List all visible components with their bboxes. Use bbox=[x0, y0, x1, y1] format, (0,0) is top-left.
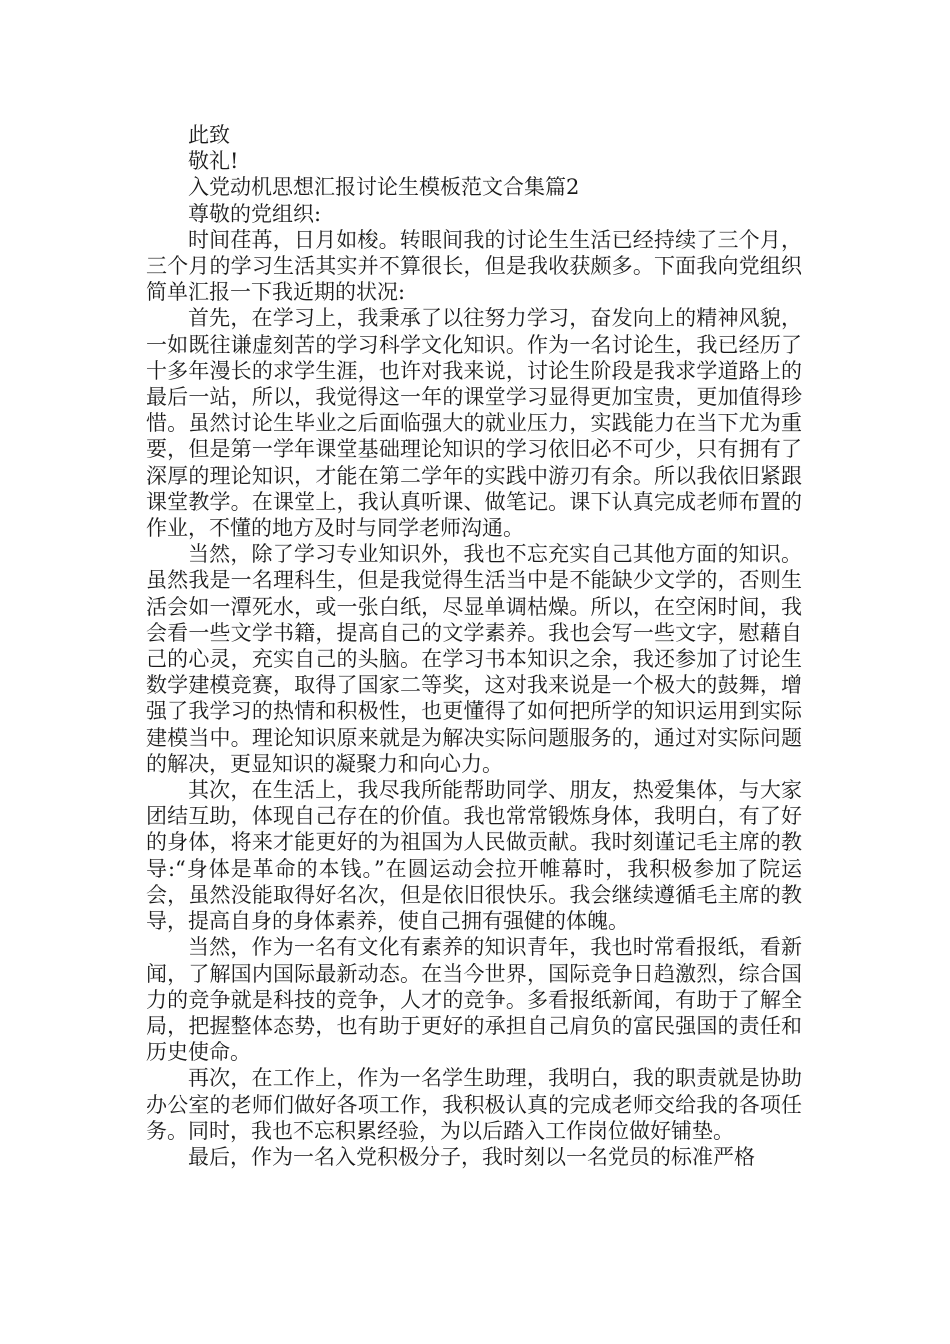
document-body bbox=[146, 122, 802, 1170]
paragraph-news: 当然，作为一名有文化有素养的知识青年，我也时常看报纸，看新闻，了解国内国际最新动态。在当今世界，国际竞争日趋激烈，综合国力的竞争就是科技的竞争，人才的竞争。多看报纸新闻，有助于了解全局，把握整体态势，也有助于更好的承担自己肩负的富民强国的责任和历史使命。 bbox=[146, 935, 802, 1065]
paragraph-intro: 时间荏苒，日月如梭。转眼间我的讨论生生活已经持续了三个月，三个月的学习生活其实并不算很长，但是我收获颇多。下面我向党组织简单汇报一下我近期的状况: bbox=[146, 227, 802, 305]
paragraph-study: 首先，在学习上，我秉承了以往努力学习，奋发向上的精神风貌，一如既往谦虚刻苦的学习科学文化知识。作为一名讨论生，我已经历了十多年漫长的求学生涯，也许对我来说，讨论生阶段是我求学道路上的最后一站，所以，我觉得这一年的课堂学习显得更加宝贵，更加值得珍惜。虽然讨论生毕业之后面临强大的就业压力，实践能力在当下尤为重要，但是第一学年课堂基础理论知识的学习依旧必不可少，只有拥有了深厚的理论知识，才能在第二学年的实践中游刃有余。所以我依旧紧跟课堂教学。在课堂上，我认真听课、做笔记。课下认真完成老师布置的作业，不懂的地方及时与同学老师沟通。 bbox=[146, 306, 802, 541]
paragraph-life: 其次，在生活上，我尽我所能帮助同学、朋友，热爱集体，与大家团结互助，体现自己存在的价值。我也常常锻炼身体，我明白，有了好的身体，将来才能更好的为祖国为人民做贡献。我时刻谨记毛主席的教导:“身体是革命的本钱。”在圆运动会拉开帷幕时，我积极参加了院运会，虽然没能取得好名次，但是依旧很快乐。我会继续遵循毛主席的教导，提高自身的身体素养，使自己拥有强健的体魄。 bbox=[146, 778, 802, 934]
salutation: 尊敬的党组织: bbox=[188, 201, 322, 226]
paragraph-knowledge: 当然，除了学习专业知识外，我也不忘充实自己其他方面的知识。虽然我是一名理科生，但是我觉得生活当中是不能缺少文学的，否则生活会如一潭死水，或一张白纸，尽显单调枯燥。所以，在空闲时间，我会看一些文学书籍，提高自己的文学素养。我也会写一些文字，慰藉自己的心灵，充实自己的头脑。在学习书本知识之余，我还参加了讨论生数学建模竞赛，取得了国家二等奖，这对我来说是一个极大的鼓舞，增强了我学习的热情和积极性，也更懂得了如何把所学的知识运用到实际建模当中。理论知识原来就是为解决实际问题服务的，通过对实际问题的解决，更显知识的凝聚力和向心力。 bbox=[146, 542, 802, 776]
section-title: 入党动机思想汇报讨论生模板范文合集篇2 bbox=[188, 175, 580, 200]
closing-line-salute: 敬礼! bbox=[188, 149, 239, 174]
paragraph-final: 最后，作为一名入党积极分子，我时刻以一名党员的标准严格 bbox=[188, 1144, 755, 1169]
closing-line-respect: 此致 bbox=[188, 123, 230, 147]
paragraph-work: 再次，在工作上，作为一名学生助理，我明白，我的职责就是协助办公室的老师们做好各项工作，我积极认真的完成老师交给我的各项任务。同时，我也不忘积累经验，为以后踏入工作岗位做好铺垫。 bbox=[146, 1066, 802, 1143]
